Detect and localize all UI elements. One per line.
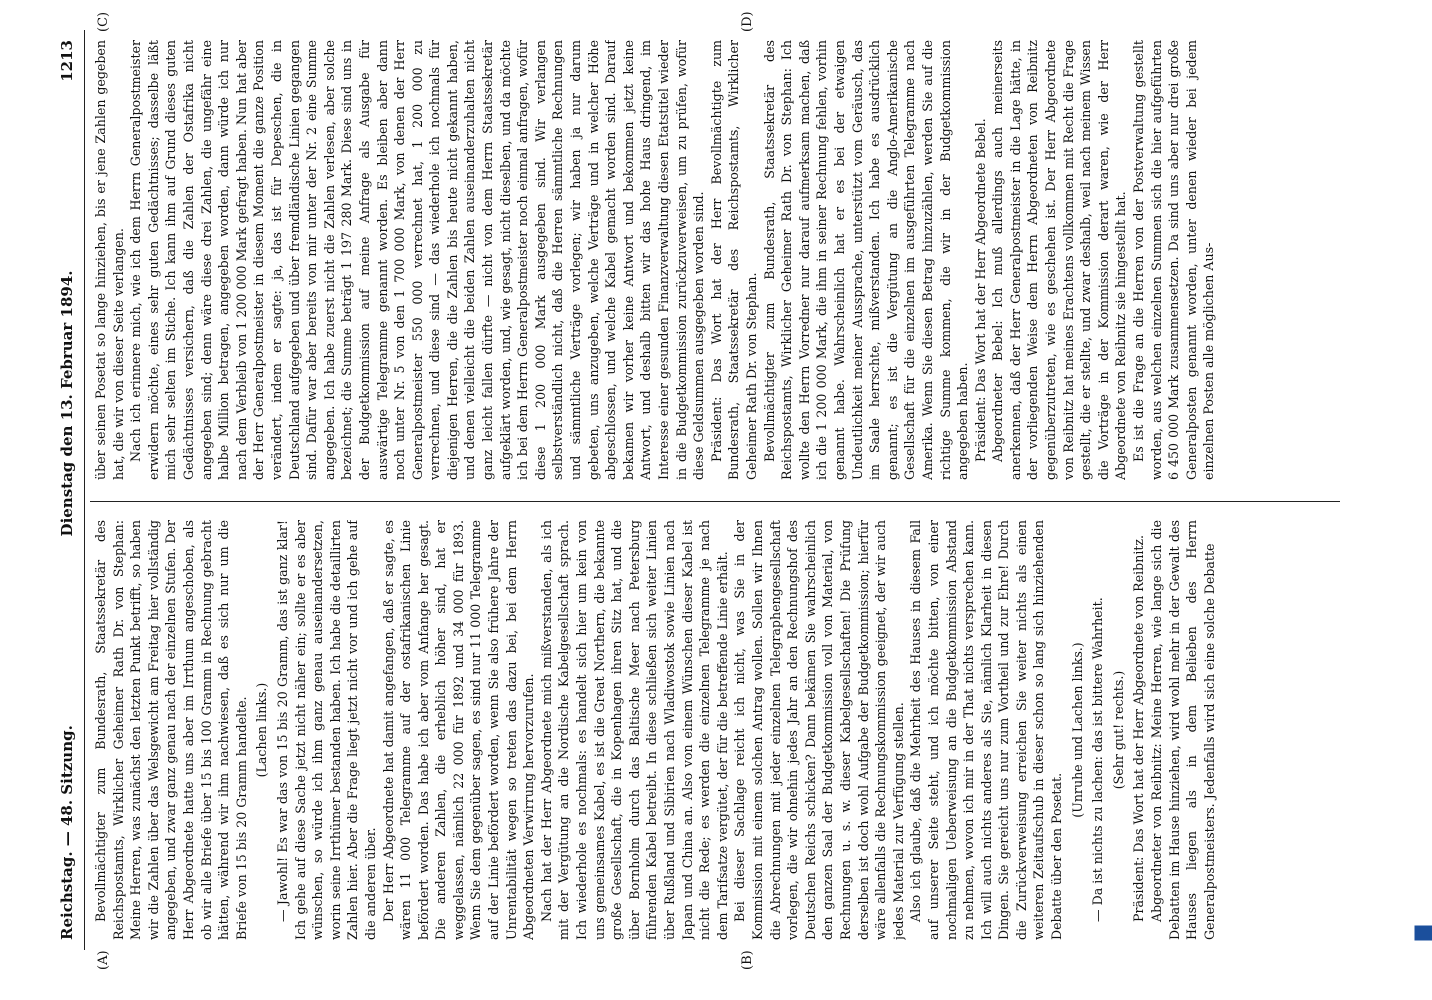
header-rule	[84, 30, 85, 950]
right-text-column	[92, 40, 1332, 480]
digitization-credit	[1410, 40, 1426, 960]
paragraph: — Jawohl! Es war das von 15 bis 20 Gramm, das ist ganz klar! Ich gehe auf diese Sache jetzt nicht näher ein; sollte er es aber wünschen, so würde ich ihm ganz genau auseinandersetzen, worin seine Irrthümer bestanden haben. Ich habe die detaillirten Zahlen hier. Aber die Frage liegt jetzt nicht vor und ich gehe auf die anderen über.	[274, 520, 378, 940]
margin-mark-a: (A)	[96, 950, 111, 970]
margin-mark-c: (C)	[96, 11, 111, 32]
paragraph: Bevollmächtigter zum Bundesrath, Staatssekretär des Reichspostamts, Wirklicher Geheimer Rath Dr. von Stephan: Ich wollte den Herrn Vorredner nur darauf aufmerksam machen, daß ich die 1 200 000 Mark, die ihm in seiner Rechnung fehlen, vorhin genannt habe. Wahrscheinlich hat er es bei der etwaigen Undeutlichkeit meiner Aussprache, unterstützt vom Geräusch, das im Saale herrschte, mißverstanden. Ich habe es ausdrücklich genannt; es ist die Vergütung an die Anglo-Amerikanische Gesellschaft für die einzelnen im ausgeführten Telegramme nach Amerika. Wenn Sie diesen Betrag hinzuzählen, werden Sie auf die richtige Summe kommen, die wir in der Budgetkommission angegeben haben.	[761, 40, 971, 480]
header-left: Reichstag. — 48. Sitzung.	[58, 725, 76, 940]
paragraph: Nach ich erinnere mich, wie ich dem Herrn Generalpostmeister erwidern möchte, eines sehr guten Gedächtnisses; dasselbe läßt mich sehr selten im Stiche. Ich kann ihm auf Grund dieses guten Gedächtnisses versichern, daß die Zahlen der Ostafrika nicht angegeben sind; denn wäre diese drei Zahlen, die ungefähr eine halbe Million betragen, angegeben worden, dann würde ich nur nach dem Verbleib von 1 200 000 Mark gefragt haben. Nun hat aber der Herr Generalpostmeister in diesem Moment die ganze Position verändert, indem er sagte: ja, das ist für Depeschen, die in Deutschland aufgegeben und über fremdländische Linien gegangen sind. Dafür war aber bereits von mir unter der Nr. 2 eine Summe angegeben. Ich habe zuerst nicht die Zahlen verlesen, aber solche bezeichnet; die Summe beträgt 1 197 280 Mark. Diese sind uns in der Budgetkommission auf meine Anfrage als Ausgabe für auswärtige Telegramme genannt worden. Es bleiben aber dann noch unter Nr. 5 von den 1 700 000 Mark, von denen der Herr Generalpostmeister 550 000 verrechnet hat, 1 200 000 zu verrechnen, und diese sind — das wiederhole ich nochmals für diejenigen Herren, die die Zahlen bis heute nicht gekannt haben, und denen vielleicht die beiden Zahlen auseinanderzuhalten nicht ganz leicht fallen dürfte — nicht von dem Herrn Staatssekretär aufgeklärt worden, und, wie gesagt, nicht dieselben, und da möchte ich bei dem Herrn Generalpostmeister noch einmal anfragen, wofür diese 1 200 000 Mark ausgegeben sind. Wir verlangen selbstverständlich nicht, daß die Herren sämmtliche Rechnungen und sämmtliche Verträge vorlegen; wir haben ja nur darum gebeten, uns anzugeben, welche Verträge und in welcher Höhe abgeschlossen, und welche Kabel gemacht worden sind. Darauf bekamen wir vorher keine Antwort und bekommen jetzt keine Antwort, und deshalb bitten wir das hohe Haus dringend, im Interesse einer gesunden Finanzverwaltung diesen Etatstitel wieder in die Budgetkommission zurückzuverweisen, um zu prüfen, wofür diese Geldsummen ausgegeben worden sind.	[128, 40, 707, 480]
paragraph: Der Herr Abgeordnete hat damit angefangen, daß er sagte, es wären 11 000 Telegramme auf der ostafrikanischen Linie befördert worden. Das habe ich aber vom Anfange her gesagt. Die anderen Zahlen, die erheblich höher sind, hat er weggelassen, nämlich 22 000 für 1892 und 34 000 für 1893. Wenn Sie dem gegenüber sagen, es sind nur 11 000 Telegramme auf der Linie befördert worden, wenn Sie also frühere Jahre der Unrentabilität wegen so treten das dazu bei, bei dem Herrn Abgeordneten Verwirrung hervorzurufen.	[380, 520, 537, 940]
paragraph: Präsident: Das Wort hat der Herr Abgeordnete von Reibnitz.	[1131, 534, 1147, 922]
page-header	[52, 40, 82, 940]
paragraph: Es ist die Frage an die Herren von der Postverwaltung gestellt worden, aus welchen einzelnen Summen sich die hier aufgeführten 6 450 000 Mark zusammensetzen. Da sind uns aber nur drei große Generalposten genannt worden, unter denen wieder bei jedem einzelnen Posten alle möglichen Aus-	[1131, 40, 1217, 480]
paragraph: Abgeordneter Bebel: Ich muß allerdings auch meinerseits anerkennen, daß der Herr Generalpostmeister in die Lage hätte, in der vorliegenden Weise dem Herrn Abgeordneten von Reibnitz gegenüberzutreten, wie es geschehen ist. Der Herr Abgeordnete von Reibnitz hat meines Erachtens vollkommen mit Recht die Frage gestellt, die er stellte, und zwar deshalb, weil nach meinem Wissen die Vorträge in der Kommission derart waren, wie der Herr Abgeordnete von Reibnitz sie hingestellt hat.	[990, 40, 1129, 480]
paragraph: Bevollmächtigter zum Bundesrath, Staatssekretär des Reichspostamts, Wirklicher Geheimer Rath Dr. von Stephan: Meine Herren, was zunächst den letzten Punkt betrifft, so haben wir die Zahlen über das Welsgewicht am Freitag hier vollständig angegeben, und zwar ganz genau nach der einzelnen Stufen. Der Herr Abgeordnete hatte uns aber im Irrthum angeschoben, als ob wir alle Briefe über 15 bis 100 Gramm in Rechnung gebracht hätten, während wir ihm nachwiesen, daß es sich nur um die Briefe von 15 bis 20 Gramm handelte.	[93, 520, 249, 940]
column-divider	[90, 501, 1340, 502]
margin-mark-d: (D)	[740, 11, 755, 32]
paragraph: Nach hat der Herr Abgeordnete mich mißverstanden, als ich mit der Vergütung an die Nordische Kabelgesellschaft sprach. Ich wiederhole es nochmals: es handelt sich hier um kein von uns gemeinsames Kabel, es ist die Great Northern, die bekannte große Gesellschaft, die in Kopenhagen ihren Sitz hat, und die über Bornholm durch das Baltische Meer nach Petersburg führenden Kabel betreibt. In diese schließen sich weiter Linien über Rußland und Sibirien nach Wladiwostok sowie Linien nach Japan und China an. Also von einem Wünschen dieser Kabel ist nicht die Rede; es werden die einzelnen Telegramme je nach dem Tarifsatze vergütet, der für die betreffende Linie erhält.	[538, 520, 730, 940]
paragraph: Präsident: Das Wort hat der Herr Bevollmächtigte zum Bundesrath, Staatssekretär des Reichspostamts, Wirklicher Geheimer Rath Dr. von Stephan.	[708, 40, 759, 480]
paragraph: Abgeordneter von Reibnitz: Meine Herren, wie lange sich die Debatten im Hause hinziehen, wird wohl mehr in der Gewalt des Hauses liegen als in dem Belieben des Herrn Generalpostmeisters. Jedenfalls wird sich eine solche Debatte	[1149, 520, 1217, 940]
paragraph: — Da ist nichts zu lachen: das ist bittere Wahrheit.	[1090, 597, 1106, 922]
interjection: (Unruhe und Lachen links.)	[1069, 642, 1085, 818]
header-center: Dienstag den 13. Februar 1894.	[58, 270, 76, 537]
paragraph: Also ich glaube, daß die Mehrheit des Hauses in diesem Fall auf unserer Seite steht, und ich möchte bitten, von einer nochmaligen Ueberweisung an die Budgetkommission Abstand zu nehmen, wovon ich mir in der That nichts versprechen kann. Ich will auch nichts anderes als Sie, nämlich Klarheit in diesen Dingen. Sie gereicht uns nur zum Vortheil und zur Ehre! Durch die Zurückverweisung erreichen Sie weiter nichts als einen weiteren Zeitaufschub in dieser schon so lang sich hinziehenden Debatte über den Posetat.	[908, 520, 1065, 940]
left-text-column	[92, 520, 1332, 940]
paragraph: über seinen Posetat so lange hinziehen, bis er jene Zahlen gegeben hat, die wir von dieser Seite verlangen.	[93, 40, 126, 480]
interjection: (Lachen links.)	[254, 682, 270, 778]
paragraph: Bei dieser Sachlage reicht ich nicht, was Sie in der Kommission mit einem solchen Antrag wollen. Sollen wir Ihnen die Abrechnungen mit jeder einzelnen Telegraphengesellschaft vorlegen, die wir ohnehin jedes Jahr an den Rechnungshof des Deutschen Reichs schicken? Dann bekämen Sie wahrscheinlich den ganzen Saal der Budgetkommission voll von Material, von Rechnungen u. s. w. dieser Kabelgesellschaften! Die Prüfung derselben ist doch wohl Aufgabe der Budgetkommission; hierfür wäre allenfalls die Rechnungskommission geeignet, der wir auch jedes Material zur Verfügung stellen.	[732, 520, 906, 940]
page-number: 1213	[58, 40, 76, 82]
paragraph: Präsident: Das Wort hat der Herr Abgeordnete Bebel.	[972, 118, 988, 462]
interjection: (Sehr gut! rechts.)	[1110, 670, 1126, 790]
dfg-logo-icon	[1415, 926, 1432, 941]
margin-mark-b: (B)	[740, 950, 755, 970]
